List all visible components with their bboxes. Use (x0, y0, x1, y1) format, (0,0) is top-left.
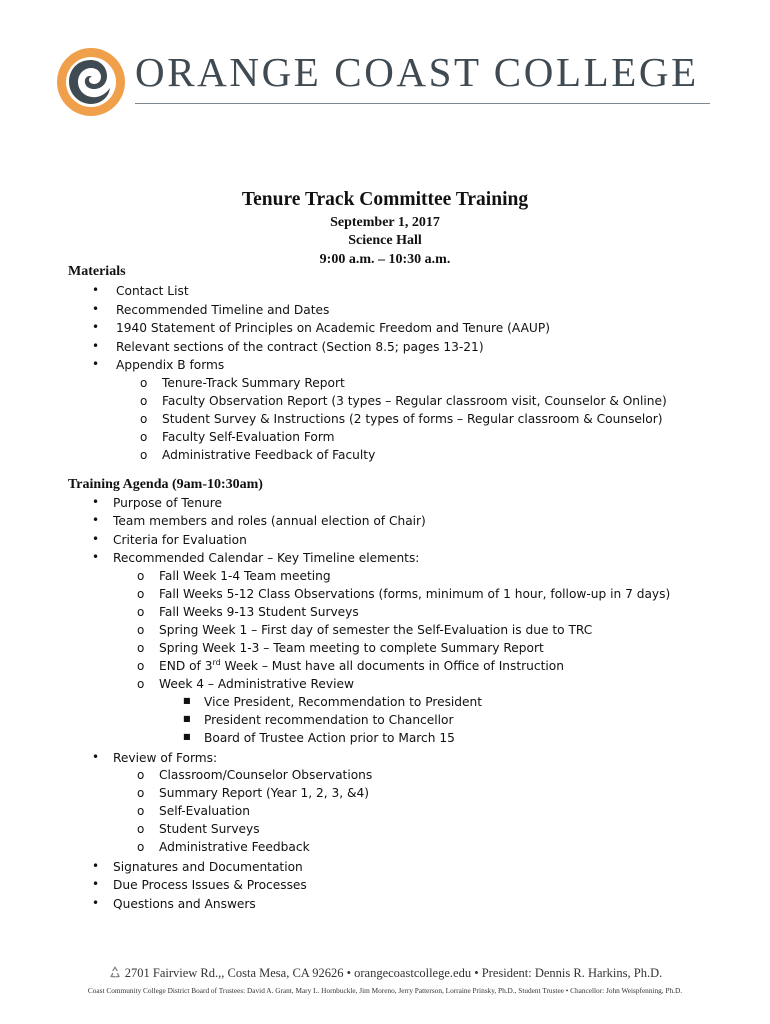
event-date: September 1, 2017 (330, 215, 440, 230)
circle-bullet-icon: o (137, 786, 145, 800)
list-item: Signatures and Documentation (113, 860, 303, 874)
square-bullet-icon: ■ (183, 714, 191, 723)
bullet-icon: • (92, 357, 100, 371)
list-item: President recommendation to Chancellor (204, 713, 454, 727)
bullet-icon: • (92, 859, 100, 873)
end-week-ordinal: rd (212, 657, 221, 667)
list-item: Fall Weeks 5-12 Class Observations (forms, minimum of 1 hour, follow-up in 7 days) (159, 587, 671, 601)
circle-bullet-icon: o (137, 768, 145, 782)
list-item: 1940 Statement of Principles on Academic Freedom and Tenure (AAUP) (116, 321, 550, 335)
bullet-icon: • (92, 495, 100, 509)
circle-bullet-icon: o (140, 394, 148, 408)
agenda-heading: Training Agenda (9am-10:30am) (68, 477, 263, 492)
bullet-icon: • (92, 320, 100, 334)
list-item: Administrative Feedback (159, 840, 310, 854)
list-item-end-week (159, 657, 564, 673)
list-item: Board of Trustee Action prior to March 15 (204, 731, 455, 745)
bullet-icon: • (92, 877, 100, 891)
list-item: Relevant sections of the contract (Section 8.5; pages 13-21) (116, 340, 484, 354)
title-block (0, 188, 770, 269)
recycle-icon (108, 965, 122, 979)
list-item: Classroom/Counselor Observations (159, 768, 373, 782)
circle-bullet-icon: o (137, 822, 145, 836)
header-divider (135, 103, 710, 104)
list-item: Appendix B forms (116, 358, 225, 372)
circle-bullet-icon: o (137, 587, 145, 601)
end-week-prefix: END of 3 (159, 659, 213, 673)
list-item: Self-Evaluation (159, 804, 250, 818)
list-item: Administrative Feedback of Faculty (162, 448, 376, 462)
list-item: Recommended Calendar – Key Timeline elements: (113, 551, 420, 565)
list-item: Recommended Timeline and Dates (116, 303, 330, 317)
list-item: Student Survey & Instructions (2 types of forms – Regular classroom & Counselor) (162, 412, 663, 426)
list-item: Due Process Issues & Processes (113, 878, 307, 892)
circle-bullet-icon: o (137, 677, 145, 691)
list-item: Summary Report (Year 1, 2, 3, &4) (159, 786, 369, 800)
event-location: Science Hall (348, 233, 422, 249)
college-name: ORANGE COAST COLLEGE (135, 49, 699, 95)
list-item: Contact List (116, 284, 189, 298)
list-item: Review of Forms: (113, 751, 218, 765)
circle-bullet-icon: o (137, 569, 145, 583)
college-logo-icon (57, 48, 125, 116)
list-item: Vice President, Recommendation to President (204, 695, 483, 709)
circle-bullet-icon: o (140, 412, 148, 426)
bullet-icon: • (92, 532, 100, 546)
bullet-icon: • (92, 550, 100, 564)
circle-bullet-icon: o (140, 430, 148, 444)
bullet-icon: • (92, 513, 100, 527)
footer-address-text: 2701 Fairview Rd.,, Costa Mesa, CA 92626 • orangecoastcollege.edu • President: Dennis R. Harkins, Ph.D. (124, 966, 663, 980)
list-item: Student Surveys (159, 822, 260, 836)
circle-bullet-icon: o (137, 605, 145, 619)
footer-address (0, 965, 770, 981)
footer-trustees: Coast Community College District Board of Trustees: David A. Grant, Mary L. Hornbuckle, Jim Moreno, Jerry Patterson, Lorraine Prinsky, Ph.D., Student Trustee • Chancellor: John Weispfenning, Ph.D. (87, 986, 683, 995)
circle-bullet-icon: o (137, 659, 145, 673)
list-item: Criteria for Evaluation (113, 533, 247, 547)
list-item: Fall Week 1-4 Team meeting (159, 569, 331, 583)
page-title: Tenure Track Committee Training (241, 189, 529, 210)
bullet-icon: • (92, 283, 100, 297)
circle-bullet-icon: o (137, 840, 145, 854)
materials-heading: Materials (68, 264, 126, 279)
square-bullet-icon: ■ (183, 696, 191, 705)
list-item: Fall Weeks 9-13 Student Surveys (159, 605, 359, 619)
list-item: Faculty Self-Evaluation Form (162, 430, 335, 444)
end-week-suffix: Week – Must have all documents in Office of Instruction (220, 659, 564, 673)
event-time: 9:00 a.m. – 10:30 a.m. (319, 251, 451, 267)
list-item: Team members and roles (annual election of Chair) (113, 514, 426, 528)
bullet-icon: • (92, 339, 100, 353)
list-item: Questions and Answers (113, 897, 256, 911)
bullet-icon: • (92, 896, 100, 910)
list-item: Faculty Observation Report (3 types – Regular classroom visit, Counselor & Online) (162, 394, 667, 408)
list-item: Spring Week 1-3 – Team meeting to complete Summary Report (159, 641, 544, 655)
circle-bullet-icon: o (137, 641, 145, 655)
circle-bullet-icon: o (137, 804, 145, 818)
list-item: Week 4 – Administrative Review (159, 677, 354, 691)
list-item: Tenure-Track Summary Report (162, 376, 345, 390)
square-bullet-icon: ■ (183, 732, 191, 741)
circle-bullet-icon: o (137, 623, 145, 637)
bullet-icon: • (92, 302, 100, 316)
circle-bullet-icon: o (140, 376, 148, 390)
bullet-icon: • (92, 750, 100, 764)
list-item: Purpose of Tenure (113, 496, 222, 510)
circle-bullet-icon: o (140, 448, 148, 462)
list-item: Spring Week 1 – First day of semester the Self-Evaluation is due to TRC (159, 623, 593, 637)
